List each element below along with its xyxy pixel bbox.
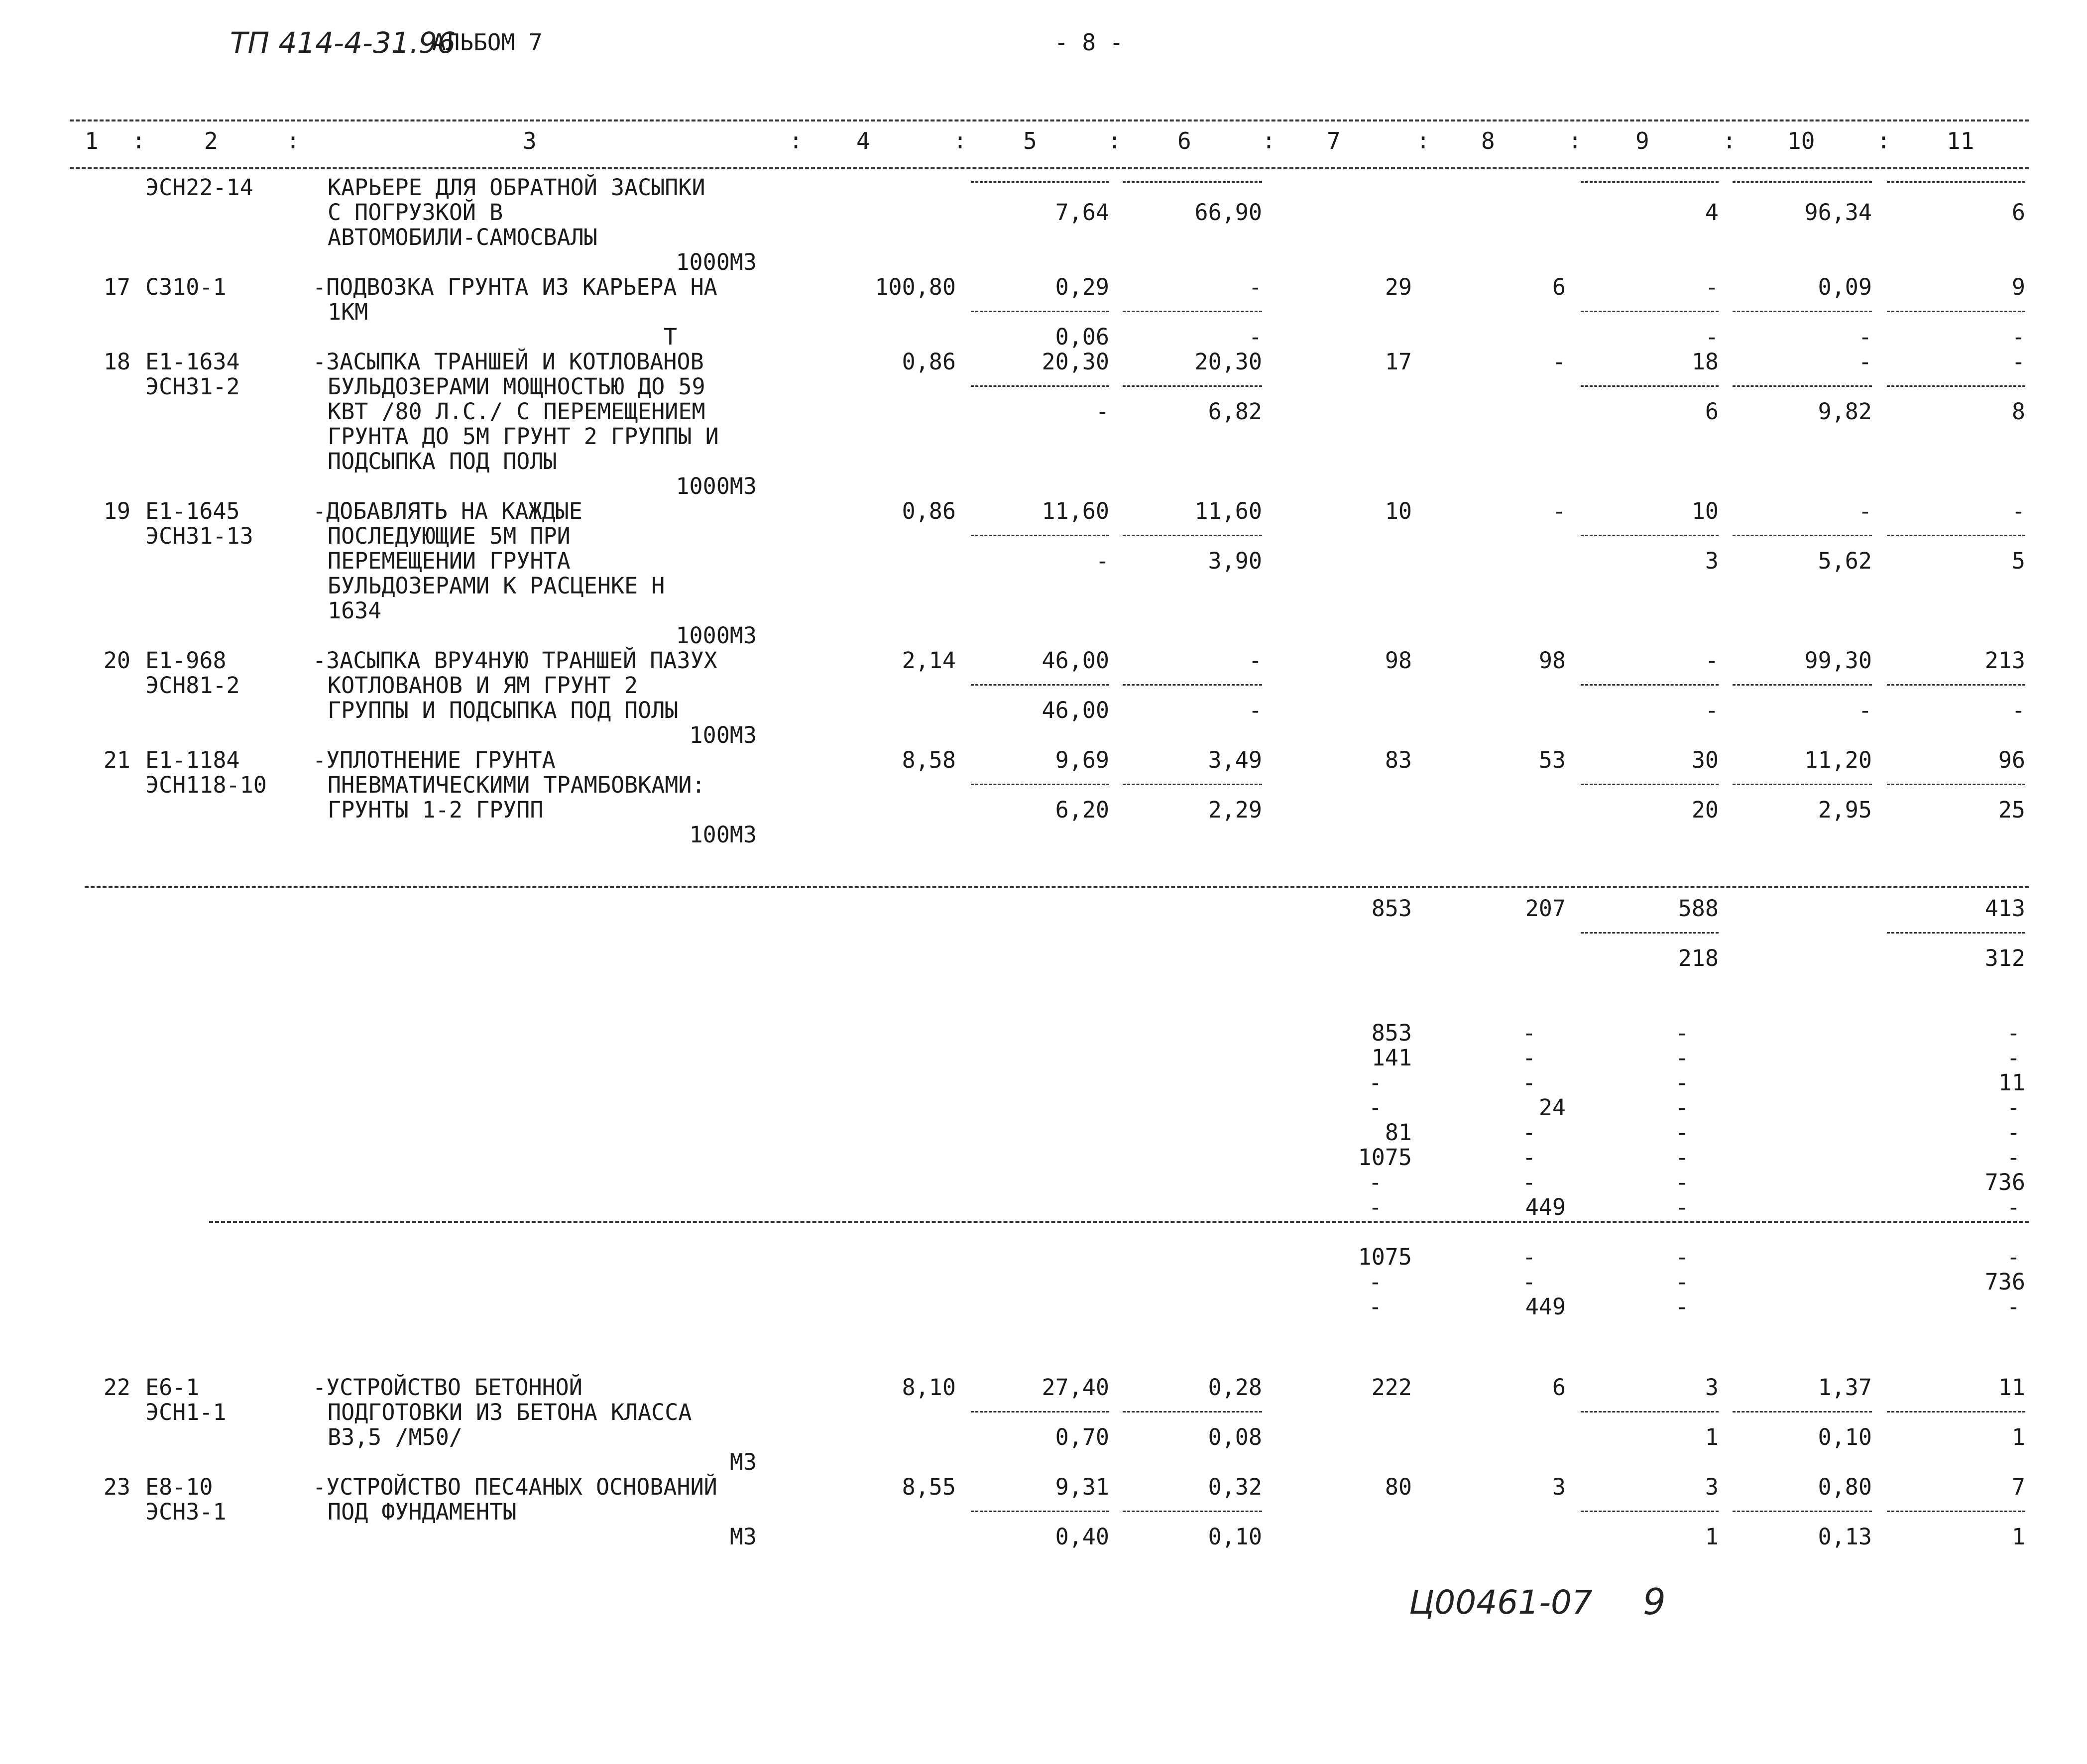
value-col-10: 0,09 [1818,274,1872,300]
work-description-line: 1634 [328,597,382,624]
summary-col-11: - [2006,1194,2020,1220]
summary-col-11: 736 [1984,1169,2025,1195]
value-col-8: 3 [1552,1474,1566,1500]
section-total-col-11: - [2006,1294,2020,1320]
value-col-7: 222 [1371,1374,1412,1401]
dash-separator [1581,784,1719,785]
value-lower-col-5: 0,40 [1055,1524,1109,1550]
section-total-col-9: - [1675,1294,1689,1320]
direct-costs-col-7: 853 [1371,895,1412,922]
work-description-line: ПЕРЕМЕЩЕНИИ ГРУНТА [328,548,571,574]
value-col-9: 18 [1691,349,1719,375]
dash-separator [1887,385,2025,387]
dash-separator [1123,181,1262,183]
dash-separator [1733,684,1872,686]
table-top-rule [70,119,2029,121]
unit-of-measure: 100М3 [689,822,757,848]
dash-separator [1581,311,1719,312]
work-description-line: -ДОБАВЛЯТЬ НА КАЖДЫЕ [313,498,582,524]
value-lower-col-10: 0,13 [1818,1524,1872,1550]
value-lower-col-10: 96,34 [1804,199,1872,226]
section-totals-rule [85,886,2029,888]
section-subtotal-rule [209,1221,2029,1223]
summary-col-9: - [1675,1169,1689,1195]
handwritten-reference: Ц00461-07 [1409,1583,1593,1622]
unit-of-measure: М3 [729,1524,757,1550]
dash-separator [1581,535,1719,536]
work-description-line: ГРУНТЫ 1-2 ГРУПП [328,797,544,823]
summary-col-9: - [1675,1045,1689,1071]
value-lower-col-6: - [1248,324,1262,350]
value-col-8: 6 [1552,1374,1566,1401]
column-separator: : [286,127,300,154]
value-lower-col-9: 4 [1705,199,1719,226]
column-separator: : [789,127,803,154]
value-lower-col-11: 5 [2011,548,2025,574]
page-number: - 8 - [1054,29,1124,56]
value-lower-col-10: 5,62 [1818,548,1872,574]
value-lower-col-11: 25 [1998,797,2025,823]
column-separator: : [1568,127,1582,154]
dash-separator [1887,932,2025,934]
rate-code: Е1-1645 [145,498,240,524]
summary-col-7: 81 [1385,1119,1412,1146]
dash-separator [1123,1411,1262,1412]
unit-of-measure: 1000М3 [676,249,757,275]
table-header-rule [70,167,2029,169]
handwritten-page-number: 9 [1643,1581,1666,1623]
value-col-6: 11,60 [1194,498,1262,524]
value-col-9: 3 [1705,1474,1719,1500]
column-separator: : [1416,127,1430,154]
value-lower-col-11: - [2011,697,2025,723]
direct-costs-col-8: 207 [1525,895,1566,922]
work-description-line: -ЗАСЫПКА ВРУ4НУЮ ТРАНШЕЙ ПАЗУХ [313,647,717,674]
dash-separator [971,1511,1109,1512]
value-col-6: - [1248,274,1262,300]
row-number: 23 [103,1474,130,1500]
column-separator: : [1262,127,1276,154]
value-lower-col-9: 1 [1705,1424,1719,1450]
dash-separator [1123,311,1262,312]
value-col-7: 10 [1385,498,1412,524]
dash-separator [1733,311,1872,312]
summary-col-7: - [1368,1094,1382,1121]
summary-col-9: - [1675,1144,1689,1171]
value-col-6: 3,49 [1208,747,1262,773]
row-number: 22 [103,1374,130,1401]
value-col-11: 96 [1998,747,2025,773]
dash-separator [1733,784,1872,785]
summary-col-9: - [1675,1194,1689,1220]
summary-col-11: 11 [1998,1069,2025,1096]
value-col-6: 0,28 [1208,1374,1262,1401]
unit-of-measure: М3 [729,1449,757,1475]
summary-col-11: - [2006,1144,2020,1171]
dash-separator [1733,535,1872,536]
value-lower-col-5: - [1095,398,1109,425]
value-col-5: 9,31 [1055,1474,1109,1500]
value-col-10: - [1858,349,1872,375]
value-col-11: - [2011,498,2025,524]
value-lower-col-5: - [1095,548,1109,574]
value-col-9: 30 [1691,747,1719,773]
value-col-10: - [1858,498,1872,524]
column-header-2: 2 [204,127,218,154]
summary-col-11: - [2006,1094,2020,1121]
value-col-4: 0,86 [902,498,956,524]
dash-separator [1733,181,1872,183]
section-total-col-8: - [1522,1244,1536,1270]
dash-separator [1887,181,2025,183]
value-col-5: 46,00 [1042,647,1109,674]
dash-separator [1581,181,1719,183]
value-col-6: 0,32 [1208,1474,1262,1500]
value-col-9: - [1705,274,1719,300]
value-col-4: 2,14 [902,647,956,674]
value-lower-col-11: 8 [2011,398,2025,425]
value-col-10: 0,80 [1818,1474,1872,1500]
section-total-col-7: - [1368,1269,1382,1295]
value-col-5: 0,29 [1055,274,1109,300]
work-description-line: -ЗАСЫПКА ТРАНШЕЙ И КОТЛОВАНОВ [313,349,704,375]
dash-separator [1123,535,1262,536]
summary-col-7: - [1368,1194,1382,1220]
work-description-line: -ПОДВОЗКА ГРУНТА ИЗ КАРЬЕРА НА [313,274,717,300]
value-lower-col-6: - [1248,697,1262,723]
summary-col-11: - [2006,1045,2020,1071]
value-col-5: 11,60 [1042,498,1109,524]
value-lower-col-11: 1 [2011,1524,2025,1550]
value-lower-col-10: 0,10 [1818,1424,1872,1450]
work-description-line: 1КМ [328,299,368,325]
rate-code-secondary: ЭСН3-1 [145,1499,227,1525]
work-description-line: АВТОМОБИЛИ-САМОСВАЛЫ [328,224,597,250]
value-col-10: 1,37 [1818,1374,1872,1401]
dash-separator [1123,684,1262,686]
summary-col-8: - [1522,1069,1536,1096]
value-col-10: 11,20 [1804,747,1872,773]
value-col-8: - [1552,498,1566,524]
rate-code-secondary: ЭСН118-10 [145,772,267,798]
dash-separator [971,1411,1109,1412]
rate-code: Е1-1634 [145,349,240,375]
value-col-4: 8,58 [902,747,956,773]
value-lower-col-9: 1 [1705,1524,1719,1550]
section-total-col-9: - [1675,1269,1689,1295]
work-description-line: КОТЛОВАНОВ И ЯМ ГРУНТ 2 [328,672,638,699]
value-col-8: 6 [1552,274,1566,300]
summary-col-8: - [1522,1119,1536,1146]
work-description-line: С ПОГРУЗКОЙ В [328,199,503,226]
section-total-col-8: - [1522,1269,1536,1295]
unit-of-measure: Т [663,324,677,350]
row-number: 18 [103,349,130,375]
direct-costs-col-11: 413 [1984,895,2025,922]
value-col-4: 0,86 [902,349,956,375]
dash-separator [1733,1511,1872,1512]
dash-separator [1733,1411,1872,1412]
column-header-10: 10 [1787,127,1815,154]
section-total-col-7: 1075 [1358,1244,1412,1270]
value-lower-col-11: 1 [2011,1424,2025,1450]
value-lower-col-5: 0,70 [1055,1424,1109,1450]
column-header-11: 11 [1947,127,1974,154]
unit-of-measure: 1000М3 [676,473,757,499]
value-lower-col-6: 2,29 [1208,797,1262,823]
rate-code: Е6-1 [145,1374,200,1401]
summary-col-11: - [2006,1020,2020,1046]
value-lower-col-9: 6 [1705,398,1719,425]
value-col-11: 9 [2011,274,2025,300]
dash-separator [971,385,1109,387]
dash-separator [971,535,1109,536]
value-col-4: 8,55 [902,1474,956,1500]
work-description-line: БУЛЬДОЗЕРАМИ МОЩНОСТЬЮ ДО 59 [328,373,705,400]
value-lower-col-10: 2,95 [1818,797,1872,823]
value-col-9: 3 [1705,1374,1719,1401]
column-separator: : [953,127,967,154]
dash-separator [1581,1411,1719,1412]
summary-col-7: 1075 [1358,1144,1412,1171]
section-total-col-7: - [1368,1294,1382,1320]
rate-code: Е1-1184 [145,747,240,773]
rate-code-secondary: ЭСН31-13 [145,523,253,549]
summary-col-9: - [1675,1094,1689,1121]
work-description-line: В3,5 /М50/ [328,1424,463,1450]
summary-col-7: - [1368,1169,1382,1195]
dash-separator [1887,311,2025,312]
row-number: 17 [103,274,130,300]
summary-col-8: - [1522,1045,1536,1071]
dash-separator [1887,684,2025,686]
dash-separator [971,311,1109,312]
value-col-8: - [1552,349,1566,375]
value-lower-col-6: 3,90 [1208,548,1262,574]
dash-separator [1887,1511,2025,1512]
summary-col-9: - [1675,1020,1689,1046]
rate-code: ЭСН22-14 [145,174,253,201]
column-header-3: 3 [523,127,537,154]
value-lower-col-9: 20 [1691,797,1719,823]
value-lower-col-11: 6 [2011,199,2025,226]
value-lower-col-11: - [2011,324,2025,350]
value-lower-col-5: 7,64 [1055,199,1109,226]
work-description-line: ПОДГОТОВКИ ИЗ БЕТОНА КЛАССА [328,1399,692,1425]
value-col-9: - [1705,647,1719,674]
column-header-4: 4 [856,127,870,154]
section-total-col-11: - [2006,1244,2020,1270]
value-col-5: 27,40 [1042,1374,1109,1401]
value-col-11: 7 [2011,1474,2025,1500]
unit-of-measure: 100М3 [689,722,757,748]
value-lower-col-6: 0,10 [1208,1524,1262,1550]
value-lower-col-10: - [1858,697,1872,723]
work-description-line: -УСТРОЙСТВО ПЕС4АНЫХ ОСНОВАНИЙ [313,1474,717,1500]
value-lower-col-6: 66,90 [1194,199,1262,226]
value-lower-col-5: 46,00 [1042,697,1109,723]
value-lower-col-9: 3 [1705,548,1719,574]
row-number: 19 [103,498,130,524]
value-col-8: 53 [1538,747,1566,773]
value-lower-col-6: 0,08 [1208,1424,1262,1450]
value-lower-col-10: 9,82 [1818,398,1872,425]
summary-col-8: - [1522,1169,1536,1195]
work-description-line: ПОСЛЕДУЮЩИЕ 5М ПРИ [328,523,571,549]
value-col-6: - [1248,647,1262,674]
rate-code: Е8-10 [145,1474,213,1500]
rate-code: Е1-968 [145,647,227,674]
handwritten-project-code: ТП 414-4-31.96 [230,26,456,60]
column-header-1: 1 [85,127,99,154]
work-description-line: -УПЛОТНЕНИЕ ГРУНТА [313,747,556,773]
value-lower-col-6: 6,82 [1208,398,1262,425]
direct-costs-lower-col-11: 312 [1984,945,2025,971]
value-lower-col-5: 0,06 [1055,324,1109,350]
rate-code-secondary: ЭСН1-1 [145,1399,227,1425]
dash-separator [1733,385,1872,387]
value-col-7: 83 [1385,747,1412,773]
dash-separator [1581,684,1719,686]
section-total-col-8: 449 [1525,1294,1566,1320]
summary-col-8: 449 [1525,1194,1566,1220]
summary-col-7: 141 [1371,1045,1412,1071]
value-col-7: 98 [1385,647,1412,674]
unit-of-measure: 1000М3 [676,622,757,649]
summary-col-9: - [1675,1069,1689,1096]
row-number: 20 [103,647,130,674]
column-separator: : [1108,127,1122,154]
value-lower-col-5: 6,20 [1055,797,1109,823]
value-col-5: 9,69 [1055,747,1109,773]
album-label: АЛЬБОМ 7 [432,29,543,56]
rate-code-secondary: ЭСН81-2 [145,672,240,699]
work-description-line: КАРЬЕРЕ ДЛЯ ОБРАТНОЙ ЗАСЫПКИ [328,174,705,201]
rate-code-secondary: ЭСН31-2 [145,373,240,400]
value-col-10: 99,30 [1804,647,1872,674]
direct-costs-col-9: 588 [1678,895,1719,922]
value-col-4: 100,80 [875,274,956,300]
value-lower-col-10: - [1858,324,1872,350]
value-col-6: 20,30 [1194,349,1262,375]
dash-separator [1581,385,1719,387]
row-number: 21 [103,747,130,773]
value-lower-col-9: - [1705,324,1719,350]
value-col-5: 20,30 [1042,349,1109,375]
dash-separator [1123,385,1262,387]
dash-separator [1581,1511,1719,1512]
value-col-11: - [2011,349,2025,375]
work-description-line: КВТ /80 Л.С./ С ПЕРЕМЕЩЕНИЕМ [328,398,705,425]
column-header-5: 5 [1023,127,1037,154]
column-header-9: 9 [1635,127,1649,154]
value-col-9: 10 [1691,498,1719,524]
column-separator: : [132,127,146,154]
summary-col-7: 853 [1371,1020,1412,1046]
value-col-7: 29 [1385,274,1412,300]
value-col-11: 213 [1984,647,2025,674]
column-separator: : [1877,127,1891,154]
section-total-col-9: - [1675,1244,1689,1270]
summary-col-9: - [1675,1119,1689,1146]
value-lower-col-9: - [1705,697,1719,723]
work-description-line: ГРУППЫ И ПОДСЫПКА ПОД ПОЛЫ [328,697,679,723]
summary-col-8: - [1522,1144,1536,1171]
value-col-7: 80 [1385,1474,1412,1500]
dash-separator [971,684,1109,686]
value-col-4: 8,10 [902,1374,956,1401]
dash-separator [1887,784,2025,785]
work-description-line: БУЛЬДОЗЕРАМИ К РАСЦЕНКЕ Н [328,573,665,599]
value-col-8: 98 [1538,647,1566,674]
column-separator: : [1723,127,1737,154]
dash-separator [1887,535,2025,536]
value-col-11: 11 [1998,1374,2025,1401]
summary-col-8: 24 [1538,1094,1566,1121]
section-total-col-11: 736 [1984,1269,2025,1295]
column-header-7: 7 [1327,127,1341,154]
column-header-8: 8 [1481,127,1495,154]
direct-costs-lower-col-9: 218 [1678,945,1719,971]
work-description-line: ПНЕВМАТИЧЕСКИМИ ТРАМБОВКАМИ: [328,772,705,798]
dash-separator [1123,1511,1262,1512]
work-description-line: ГРУНТА ДО 5М ГРУНТ 2 ГРУППЫ И [328,423,719,450]
value-col-7: 17 [1385,349,1412,375]
dash-separator [1581,932,1719,934]
dash-separator [1887,1411,2025,1412]
dash-separator [1123,784,1262,785]
dash-separator [971,784,1109,785]
work-description-line: ПОД ФУНДАМЕНТЫ [328,1499,517,1525]
work-description-line: -УСТРОЙСТВО БЕТОННОЙ [313,1374,582,1401]
work-description-line: ПОДСЫПКА ПОД ПОЛЫ [328,448,557,474]
summary-col-8: - [1522,1020,1536,1046]
summary-col-7: - [1368,1069,1382,1096]
rate-code: С310-1 [145,274,227,300]
column-header-6: 6 [1177,127,1191,154]
dash-separator [971,181,1109,183]
summary-col-11: - [2006,1119,2020,1146]
